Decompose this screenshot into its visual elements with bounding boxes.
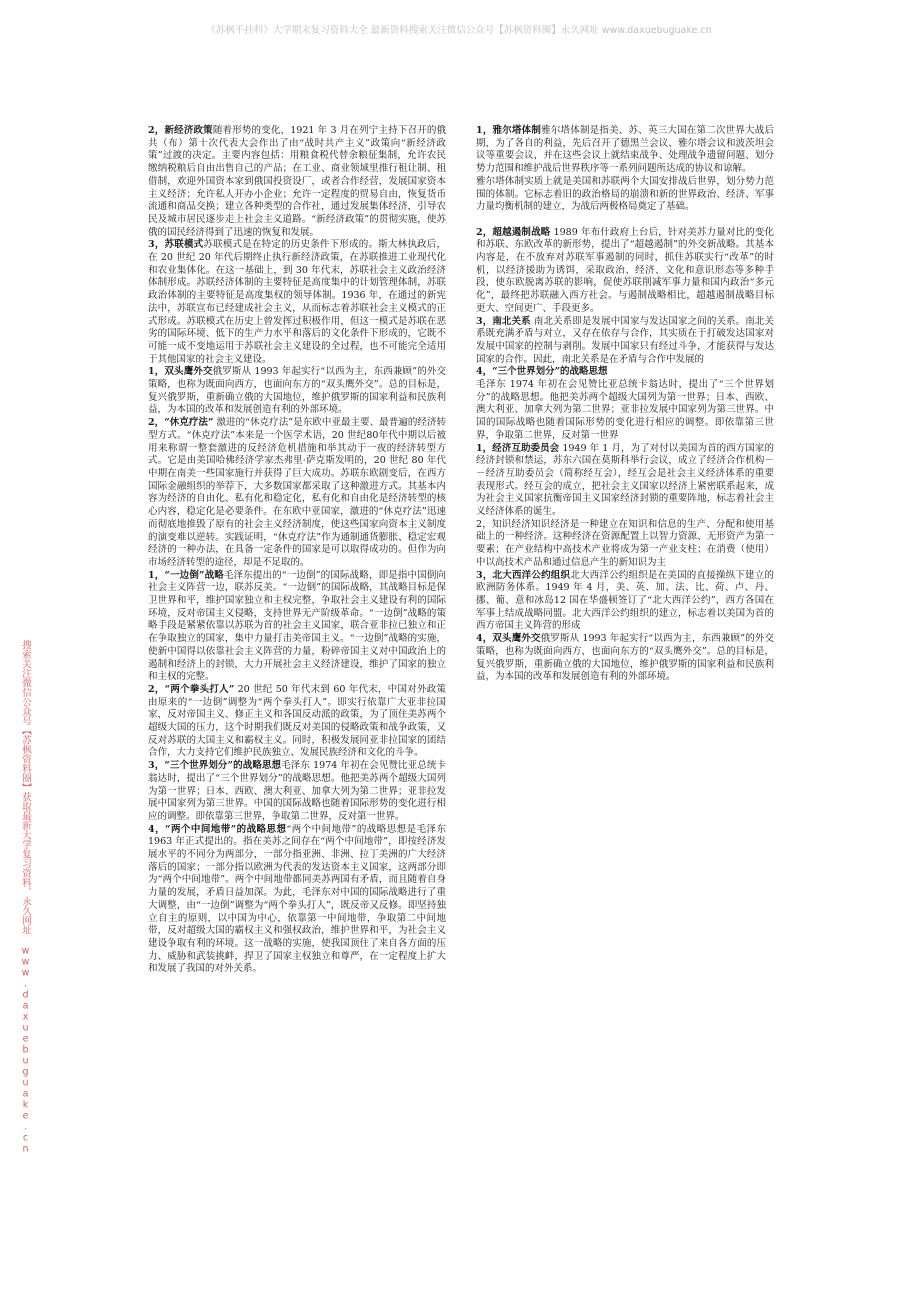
paragraph-heading: 2，新经济政策 [148,125,213,136]
paragraph-heading: 3，北大西洋公约组织 [476,569,571,581]
paragraph [476,316,774,367]
paragraph-text: 雅尔塔体制实质上就是美国和苏联两个大国安排战后世界，划分势力范围的体制。它标志着旧的政治格局的崩溃和新的世界政治、经济、军事力量均衡机制的建立，为战后两极格局奠定了基础。 [476,175,774,213]
paragraph-text: 毛泽东 1974 年初在会见赞比亚总统卡翁达时，提出了“三个世界划分”的战略思想。他把美苏两个超级大国列为第一世界；日本、西欧、澳大利亚、加拿大列为第二世界；亚非拉发展中国家列为第三世界。中国的国际战略也随着国际形势的变化进行相应的调整。即依靠第三世界，争取第二世界，反对第一世界 [476,379,774,441]
paragraph [476,366,774,379]
paragraph [476,176,774,214]
paragraph-text: 激进的“休克疗法”是东欧中亚最主要、最普遍的经济转型方式。“休克疗法”本来是一个医学术语，20 世纪80年代中期以后被用来称谓一整套激进的反经济危机措施和举其动于一夜的经济转型方式。它是由美国哈佛经济学家杰弗里·萨克斯发明的，20 世纪 80 年代中期在南美一些国家施行并获得了巨大成功。苏联东欧剧变后，在西方国际金融组织的举荐下，大多数国家都采取了这种激进方式。其基本内容为经济的自由化、私有化和稳定化，私有化和自由化是经济转型的核心内容，稳定化是必要条件。在东欧中亚国家，激进的“休克疗法”迅速而彻底地推毁了原有的社会主义经济制度，使这些国家向资本主义制度的演变难以逆转。实践证明，“休克疗法”作为通制通货膨胀、稳定宏观经济的一种办法，在具备一定条件的国家是可以取得成功的。但作为向市场经济转型的途径，却是不足取的。 [148,417,446,568]
paragraph-text: 毛泽东 1974 年初在会见赞比亚总统卡翁达时，提出了“三个世界划分”的战略思想。他把美苏两个超级大国列为第一世界；日本、西欧、澳大利亚、加拿大列为第二世界；亚非拉发展中国家列为第三世界。中国的国际战略也随着国际形势的变化进行相应的调整。即依靠第三世界，争取第二世界，反对第一世界。 [148,760,446,822]
side-watermark: 搜索关注微信公众号【苏枫资料圈】获取最新大学复习资料，永久网址 www.daxuebuguake.cn [20,640,31,1155]
paragraph [148,824,446,976]
paragraph [476,570,774,634]
left-column [148,125,446,976]
paragraph-text: 北大西洋公约组织是在美国的直接操纵下建立的欧洲防务体系。1949 年 4 月，美、英、加、法、比、荷、卢、丹、挪、葡、意和冰岛12 国在华盛顿签订了“北大西洋公约”，西方各国在军事上结成战略同盟。北大西洋公约组织的建立，标志着以美国为首的西方帝国主义阵营的形成 [476,569,774,632]
paragraph [148,684,446,760]
paragraph [476,633,774,684]
paragraph-heading: 3，“三个世界划分”的战略思想 [148,760,282,772]
paragraph [148,417,446,569]
paragraph-text: 2，知识经济知识经济是一种建立在知识和信息的生产、分配和使用基础上的一种经济。这种经济在资源配置上以智力资源、无形资产为第一要素；在产业结构中高技术产业将成为第一产业支柱；在消费（使用）中以高技术产品和通过信息产生的新知识为主 [476,518,774,568]
paragraph-text: 俄罗斯从 1993 年起实行“以西为主，东西兼顾”的外交策略，也称为既面向西方，也面向东方的“双头鹰外交”。总的目标是，复兴俄罗斯，重新确立俄的大国地位，维护俄罗斯的国家利益和民族利益，为本国的改革和发展创造有利的外部环境。 [476,633,774,683]
paragraph-heading: 2，“两个拳头打人” [148,683,235,695]
paragraph-text: 毛泽东提出的“一边倒”的国际战略，即是指中国倒向社会主义阵营一边，联苏反美。“一边倒”的国际战略，其战略目标是保卫世界和平，维护国家独立和主权完整，争取社会主义建设有利的国际环境，反对帝国主义侵略，支持世界无产阶级革命。“一边倒”战略的策略手段是紧紧依靠以苏联为首的社会主义国家，联合亚非拉已独立和正在争取独立的国家，集中力量打击美帝国主义。“一边倒”战略的实施，使新中国得以依靠社会主义阵营的力量，粉碎帝国主义对中国政治上的遏制和经济上的封锁，大力开展社会主义经济建设，维护了国家的独立和主权的完整。 [148,569,446,683]
paragraph-text: 苏联模式是在特定的历史条件下形成的。斯大林执政后，在 20 世纪 20 年代后期终止执行新经济政策，在苏联推进工业现代化和农业集体化。在这一基础上，到 30 年代末，苏联社会主义政治经济体制形成。苏联经济体制的主要特征是高度集中的计划管理体制，苏联政治体制的主要特征是高度集权的领导体制。1936 年，在通过的新宪法中，苏联宣布已经建成社会主义，从而标志着苏联社会主义模式的正式形成。苏联模式在历史上曾发挥过积极作用，但这一模式是苏联在恶劣的国际环境、低下的生产力水平和落后的文化条件下形成的，它既不可能一成不变地运用于苏联社会主义建设的全过程，也不可能完全适用于其他国家的社会主义建设。 [148,239,446,365]
paragraph [148,760,446,824]
paragraph-text: “两个中间地带”的战略思想是毛泽东1963 年正式提出的。指在美苏之间存在“两个中间地带”，即按经济发展水平的不同分为两部分，一部分指亚洲、非洲、拉丁美洲的广大经济落后的国家；一部分指以欧洲为代表的发达资本主义国家，这两部分即为“两个中间地带”。两个中间地带都同美苏两国有矛盾，而且随着自身力量的发展，矛盾日益加深。为此，毛泽东对中国的国际战略进行了重大调整，由“一边倒”调整为“两个拳头打人”，既反帝又反修。即坚持独立自主的原则，以中国为中心，依靠第一中间地带，争取第二中间地带，反对超级大国的霸权主义和强权政治，维护世界和平，为社会主义建设争取有利的环境。这一战略的实施，使我国顶住了来自各方面的压力、威胁和武装挑衅，捍卫了国家主权独立和尊严，在一定程度上扩大和发展了我国的对外关系。 [148,823,446,975]
paragraph-heading: 1，“一边倒”战略 [148,569,224,581]
paragraph [476,379,774,443]
paragraph [148,570,446,684]
page-header-watermark: 《苏枫不挂科》大学期末复习资料大全 最新资料搜索关注微信公众号【苏枫资料圈】永久网址 www.daxuebuguake.cn [206,25,712,36]
paragraph [476,519,774,570]
paragraph [148,125,446,239]
paragraph [476,227,774,316]
paragraph-heading: 4，“三个世界划分”的战略思想 [476,366,608,378]
paragraph-text: 20 世纪 50 年代末到 60 年代末，中国对外政策由原来的“一边倒”调整为“两个拳头打人”。即实行依靠广大亚非拉国家，反对帝国主义、修正主义和各国反动派的政策，为了顶住美苏两个超级大国的压力，这个时期我们既反对美国的侵略政策和战争政策，又反对苏联的大国主义和霸权主义。同时，积极发展同亚非拉国家的团结合作，大力支持它们维护民族独立、发展民族经济和文化的斗争。 [148,683,446,759]
paragraph-heading: 3，苏联模式 [148,239,204,251]
paragraph [148,366,446,417]
paragraph-heading: 3，南北关系 [476,315,531,327]
paragraph-heading: 2，“休克疗法” [148,417,214,429]
paragraph-heading: 1，经济互助委员会 [476,442,560,454]
paragraph-text: 俄罗斯从 1993 年起实行“以西为主，东西兼顾”的外交策略，也称为既面向西方，也面向东方的“双头鹰外交”。总的目标是，复兴俄罗斯，重新确立俄的大国地位，维护俄罗斯的国家利益和民族利益，为本国的改革和发展创造有利的外部环境。 [148,366,446,416]
paragraph-text: 1989 年布什政府上台后，针对美苏力量对比的变化和苏联、东欧改革的新形势，提出了“超越遏制”的外交新战略。其基本内容是，在不放弃对苏联军事遏制的同时，抓住苏联实行“改革”的时机，以经济援助为诱饵，采取政治、经济、文化和意识形态等多种手段，使东欧脱离苏联的影响，促使苏联削减军事力量和国内政治“多元化”，最终把苏联融入西方社会。与遏制战略相比，超越遏制战略目标更大、空间更广、手段更多。 [476,226,774,314]
paragraph-heading: 1，双头鹰外交 [148,366,213,378]
paragraph-text: 雅尔塔体制是指美、苏、英三大国在第二次世界大战后期，为了各自的利益，先后召开了德黑兰会议、雅尔塔会议和波茨坦会议等重要会议，并在这些会议上就结束战争、处理战争遗留问题、划分势力范围和维护战后世界秩序等一系列问题所达成的协议和谅解。 [476,125,774,175]
paragraph-text: 1949 年 1 月，为了对付以美国为首的西方国家的经济封锁和禁运，苏东六国在莫斯科举行会议，成立了经济合作机构－－经济互助委员会（简称经互会），经互会是社会主义经济体系的重要表现形式。经互会的成立，把社会主义国家以经济上紧密联系起来，成为社会主义国家抗衡帝国主义国家经济封锁的重要阵地，标志着社会主义经济体系的诞生。 [476,442,774,518]
paragraph-heading: 2，超越遏制战略 [476,226,551,238]
paragraph-text: 南北关系即是发展中国家与发达国家之间的关系。南北关系既充满矛盾与对立，又存在依存与合作，其实质在于打破发达国家对发展中国家的控制与剥削。发展中国家只有经过斗争，才能获得与发达国家的合作。因此，南北关系是在矛盾与合作中发展的 [476,315,774,365]
paragraph-heading: 4，“两个中间地带”的战略思想 [148,823,287,835]
right-column [476,125,774,684]
paragraph-heading: 1，雅尔塔体制 [476,125,542,136]
paragraph [476,443,774,519]
paragraph [476,125,774,176]
paragraph-heading: 4，双头鹰外交 [476,633,541,645]
paragraph-text: 随着形势的变化，1921 年 3 月在列宁主持下召开的俄共（布）第十次代表大会作出了由“战时共产主义”政策向“新经济政策”过渡的决定。主要内容包括：用粮食税代替余粮征集制，允许农民缴纳税粮后自由出售自己的产品；在工业、商业领域里推行租让制、租借制，欢迎外国资本家到俄国投资设厂，或者合作经营，发展国家资本主义经济；允许私人开办小企业；允许一定程度的贸易自由，恢复货币流通和商品交换；建立各种类型的合作社，通过发展集体经济，引导农民及城市居民逐步走上社会主义道路。“新经济政策”的贯彻实施，使苏俄的国民经济得到了迅速的恢复和发展。 [148,125,446,238]
paragraph [148,239,446,366]
